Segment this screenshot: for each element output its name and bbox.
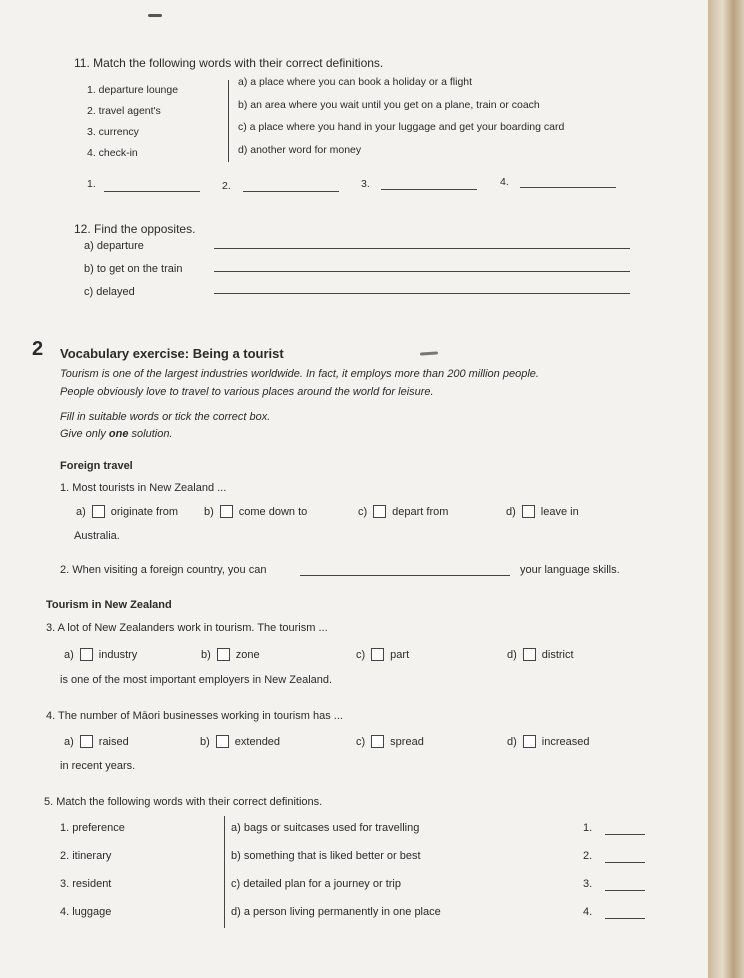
ex12-item: b) to get on the train bbox=[84, 263, 183, 275]
ex12-blank[interactable] bbox=[214, 271, 630, 272]
instruction-emphasis: one bbox=[108, 428, 129, 440]
q4-ending: in recent years. bbox=[60, 760, 136, 772]
q5-def: d) a person living permanently in one place bbox=[231, 906, 441, 918]
q5-word: 2. itinerary bbox=[60, 850, 112, 862]
q5-answer-label: 3. bbox=[583, 878, 593, 890]
checkbox[interactable] bbox=[220, 505, 233, 518]
section-title: Vocabulary exercise: Being a tourist bbox=[60, 346, 284, 361]
option-text: leave in bbox=[540, 505, 579, 518]
ex12-blank[interactable] bbox=[214, 293, 630, 294]
q1-ending: Australia. bbox=[74, 530, 120, 542]
option-letter: c) bbox=[356, 648, 366, 661]
q2-blank[interactable] bbox=[300, 575, 510, 576]
ex11-answer-label: 3. bbox=[361, 178, 370, 190]
q5-word: 3. resident bbox=[60, 878, 112, 890]
q1-option-c[interactable] bbox=[358, 505, 448, 518]
q4-option-b[interactable] bbox=[200, 735, 280, 748]
intro-line: People obviously love to travel to various places around the world for leisure. bbox=[60, 386, 434, 398]
q4-option-d[interactable] bbox=[507, 735, 589, 748]
ex11-title: 11. Match the following words with their correct definitions. bbox=[74, 56, 384, 70]
ex11-answer-label: 2. bbox=[222, 180, 231, 192]
option-letter: b) bbox=[200, 735, 210, 748]
checkbox[interactable] bbox=[373, 505, 386, 518]
option-text: depart from bbox=[392, 505, 449, 518]
option-text: originate from bbox=[110, 505, 179, 518]
intro-line: Tourism is one of the largest industries worldwide. In fact, it employs more than 200 million people. bbox=[60, 368, 539, 380]
q1-option-b[interactable] bbox=[204, 505, 307, 518]
option-letter: d) bbox=[507, 735, 517, 748]
q5-answer-label: 4. bbox=[583, 906, 593, 918]
q1-option-d[interactable] bbox=[506, 505, 579, 518]
background-texture bbox=[708, 0, 744, 978]
ex11-answer-blank[interactable] bbox=[243, 191, 339, 192]
ex11-answer-blank[interactable] bbox=[104, 191, 200, 192]
option-letter: b) bbox=[204, 505, 214, 518]
option-text: zone bbox=[235, 648, 260, 661]
checkbox[interactable] bbox=[217, 648, 230, 661]
q5-text: 5. Match the following words with their correct definitions. bbox=[44, 796, 323, 808]
q1-text: 1. Most tourists in New Zealand ... bbox=[60, 482, 227, 494]
q5-answer-blank[interactable] bbox=[605, 834, 645, 835]
checkbox[interactable] bbox=[80, 735, 93, 748]
ex12-item: c) delayed bbox=[84, 286, 135, 298]
q5-answer-blank[interactable] bbox=[605, 862, 645, 863]
ex11-def: d) another word for money bbox=[238, 144, 362, 156]
q5-def: c) detailed plan for a journey or trip bbox=[231, 878, 401, 890]
q3-text: 3. A lot of New Zealanders work in tourism. The tourism ... bbox=[46, 622, 328, 634]
ex12-item: a) departure bbox=[84, 240, 144, 252]
pen-mark bbox=[148, 14, 162, 17]
option-text: part bbox=[390, 648, 410, 661]
q3-option-a[interactable] bbox=[64, 648, 137, 661]
section-number: 2 bbox=[32, 338, 44, 360]
option-letter: d) bbox=[507, 648, 517, 661]
q5-answer-blank[interactable] bbox=[605, 918, 645, 919]
q2-text: 2. When visiting a foreign country, you can bbox=[60, 564, 267, 576]
q5-answer-label: 1. bbox=[583, 822, 593, 834]
option-text: industry bbox=[98, 648, 138, 661]
option-letter: b) bbox=[201, 648, 211, 661]
q3-option-d[interactable] bbox=[507, 648, 574, 661]
option-letter: c) bbox=[356, 735, 366, 748]
option-letter: a) bbox=[76, 505, 86, 518]
q3-ending: is one of the most important employers in New Zealand. bbox=[60, 674, 333, 686]
ex11-word: 2. travel agent's bbox=[87, 105, 161, 117]
checkbox[interactable] bbox=[216, 735, 229, 748]
q4-option-a[interactable] bbox=[64, 735, 129, 748]
column-divider bbox=[228, 80, 229, 162]
checkbox[interactable] bbox=[522, 505, 535, 518]
option-text: spread bbox=[390, 735, 424, 748]
ex11-answer-blank[interactable] bbox=[520, 187, 616, 188]
option-text: extended bbox=[234, 735, 281, 748]
option-letter: d) bbox=[506, 505, 516, 518]
q4-option-c[interactable] bbox=[356, 735, 424, 748]
q5-word: 1. preference bbox=[60, 822, 125, 834]
column-divider bbox=[224, 816, 225, 928]
ex11-def: c) a place where you hand in your luggage and get your boarding card bbox=[238, 121, 565, 133]
option-letter: a) bbox=[64, 735, 74, 748]
q5-answer-label: 2. bbox=[583, 850, 593, 862]
q5-answer-blank[interactable] bbox=[605, 890, 645, 891]
ex11-answer-label: 1. bbox=[87, 178, 96, 190]
checkbox[interactable] bbox=[523, 648, 536, 661]
checkbox[interactable] bbox=[92, 505, 105, 518]
instruction: Fill in suitable words or tick the correct box. bbox=[60, 411, 271, 423]
option-letter: c) bbox=[358, 505, 368, 518]
ex11-word: 1. departure lounge bbox=[87, 84, 179, 96]
instruction-part: solution. bbox=[128, 428, 173, 440]
pen-mark bbox=[420, 351, 438, 355]
checkbox[interactable] bbox=[80, 648, 93, 661]
checkbox[interactable] bbox=[371, 735, 384, 748]
q2-ending: your language skills. bbox=[520, 564, 620, 576]
q5-def: b) something that is liked better or best bbox=[231, 850, 421, 862]
checkbox[interactable] bbox=[371, 648, 384, 661]
ex12-title: 12. Find the opposites. bbox=[74, 222, 196, 236]
q4-text: 4. The number of Māori businesses working in tourism has ... bbox=[46, 710, 343, 722]
nz-heading: Tourism in New Zealand bbox=[46, 599, 172, 611]
q3-option-b[interactable] bbox=[201, 648, 260, 661]
ex12-blank[interactable] bbox=[214, 248, 630, 249]
q5-def: a) bags or suitcases used for travelling bbox=[231, 822, 420, 834]
q3-option-c[interactable] bbox=[356, 648, 409, 661]
option-letter: a) bbox=[64, 648, 74, 661]
ex11-def: b) an area where you wait until you get on a plane, train or coach bbox=[238, 99, 540, 111]
option-text: increased bbox=[541, 735, 590, 748]
option-text: district bbox=[541, 648, 574, 661]
ex11-word: 4. check-in bbox=[87, 147, 138, 159]
checkbox[interactable] bbox=[523, 735, 536, 748]
ex11-def: a) a place where you can book a holiday or a flight bbox=[238, 76, 473, 88]
option-text: come down to bbox=[238, 505, 308, 518]
option-text: raised bbox=[98, 735, 129, 748]
q1-option-a[interactable] bbox=[76, 505, 178, 518]
ex11-answer-label: 4. bbox=[500, 176, 509, 188]
instruction-part: Give only bbox=[60, 428, 109, 440]
ex11-answer-blank[interactable] bbox=[381, 189, 477, 190]
foreign-heading: Foreign travel bbox=[60, 460, 133, 472]
ex11-word: 3. currency bbox=[87, 126, 139, 138]
q5-word: 4. luggage bbox=[60, 906, 112, 918]
instruction bbox=[60, 428, 173, 440]
